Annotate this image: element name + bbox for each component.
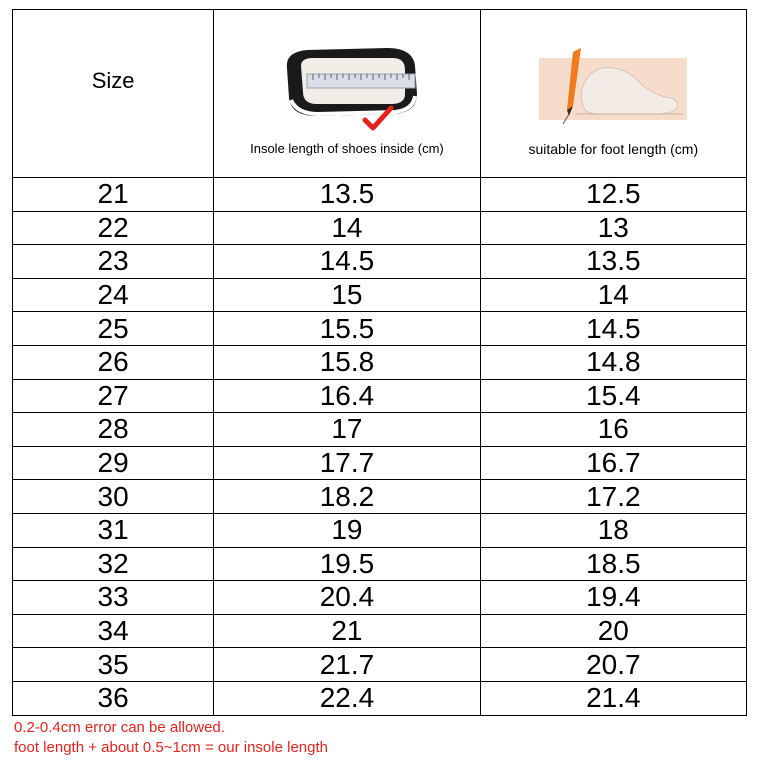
note-insole-formula: foot length + about 0.5~1cm = our insole length xyxy=(14,739,328,756)
cell-size: 24 xyxy=(13,278,214,312)
cell-insole: 19.5 xyxy=(214,547,480,581)
note-error-tolerance: 0.2-0.4cm error can be allowed. xyxy=(14,719,225,736)
cell-size: 35 xyxy=(13,648,214,682)
cell-insole: 15.5 xyxy=(214,312,480,346)
cell-size: 26 xyxy=(13,345,214,379)
table-row xyxy=(13,379,747,413)
notes xyxy=(14,718,328,758)
cell-foot: 16 xyxy=(480,413,746,447)
table-row xyxy=(13,648,747,682)
insole-caption: Insole length of shoes inside (cm) xyxy=(250,141,444,156)
size-header-cell xyxy=(13,10,214,178)
insole-header-cell xyxy=(214,10,480,178)
foot-caption: suitable for foot length (cm) xyxy=(528,141,699,157)
table-row xyxy=(13,614,747,648)
size-header-label: Size xyxy=(91,68,135,93)
table-row xyxy=(13,480,747,514)
cell-insole: 19 xyxy=(214,513,480,547)
cell-size: 22 xyxy=(13,211,214,245)
cell-foot: 14.5 xyxy=(480,312,746,346)
cell-foot: 17.2 xyxy=(480,480,746,514)
table-row xyxy=(13,681,747,715)
cell-foot: 13.5 xyxy=(480,245,746,279)
cell-size: 30 xyxy=(13,480,214,514)
table-row xyxy=(13,211,747,245)
cell-insole: 13.5 xyxy=(214,178,480,212)
table-row xyxy=(13,345,747,379)
cell-insole: 17.7 xyxy=(214,446,480,480)
cell-size: 31 xyxy=(13,513,214,547)
table-row xyxy=(13,446,747,480)
table-row xyxy=(13,312,747,346)
cell-foot: 12.5 xyxy=(480,178,746,212)
cell-insole: 21.7 xyxy=(214,648,480,682)
cell-foot: 20.7 xyxy=(480,648,746,682)
cell-size: 36 xyxy=(13,681,214,715)
cell-foot: 18 xyxy=(480,513,746,547)
cell-insole: 16.4 xyxy=(214,379,480,413)
table-row xyxy=(13,513,747,547)
cell-foot: 14 xyxy=(480,278,746,312)
cell-size: 27 xyxy=(13,379,214,413)
cell-insole: 15 xyxy=(214,278,480,312)
cell-size: 33 xyxy=(13,581,214,615)
table-row xyxy=(13,278,747,312)
cell-foot: 14.8 xyxy=(480,345,746,379)
cell-insole: 15.8 xyxy=(214,345,480,379)
cell-foot: 18.5 xyxy=(480,547,746,581)
cell-foot: 21.4 xyxy=(480,681,746,715)
cell-size: 32 xyxy=(13,547,214,581)
table-row xyxy=(13,245,747,279)
cell-size: 23 xyxy=(13,245,214,279)
header-row xyxy=(13,10,747,178)
table-row xyxy=(13,581,747,615)
size-chart-table xyxy=(12,9,747,716)
cell-size: 21 xyxy=(13,178,214,212)
cell-insole: 14 xyxy=(214,211,480,245)
cell-size: 34 xyxy=(13,614,214,648)
cell-insole: 21 xyxy=(214,614,480,648)
cell-foot: 15.4 xyxy=(480,379,746,413)
table-row xyxy=(13,413,747,447)
cell-foot: 16.7 xyxy=(480,446,746,480)
foot-header-cell xyxy=(480,10,746,178)
table-row xyxy=(13,178,747,212)
cell-insole: 22.4 xyxy=(214,681,480,715)
cell-size: 29 xyxy=(13,446,214,480)
cell-foot: 20 xyxy=(480,614,746,648)
shoe-insole-measure-icon xyxy=(267,38,427,134)
cell-insole: 17 xyxy=(214,413,480,447)
table-row xyxy=(13,547,747,581)
cell-insole: 18.2 xyxy=(214,480,480,514)
cell-insole: 20.4 xyxy=(214,581,480,615)
foot-measure-pencil-icon xyxy=(533,44,693,126)
cell-foot: 13 xyxy=(480,211,746,245)
cell-insole: 14.5 xyxy=(214,245,480,279)
cell-foot: 19.4 xyxy=(480,581,746,615)
cell-size: 25 xyxy=(13,312,214,346)
cell-size: 28 xyxy=(13,413,214,447)
